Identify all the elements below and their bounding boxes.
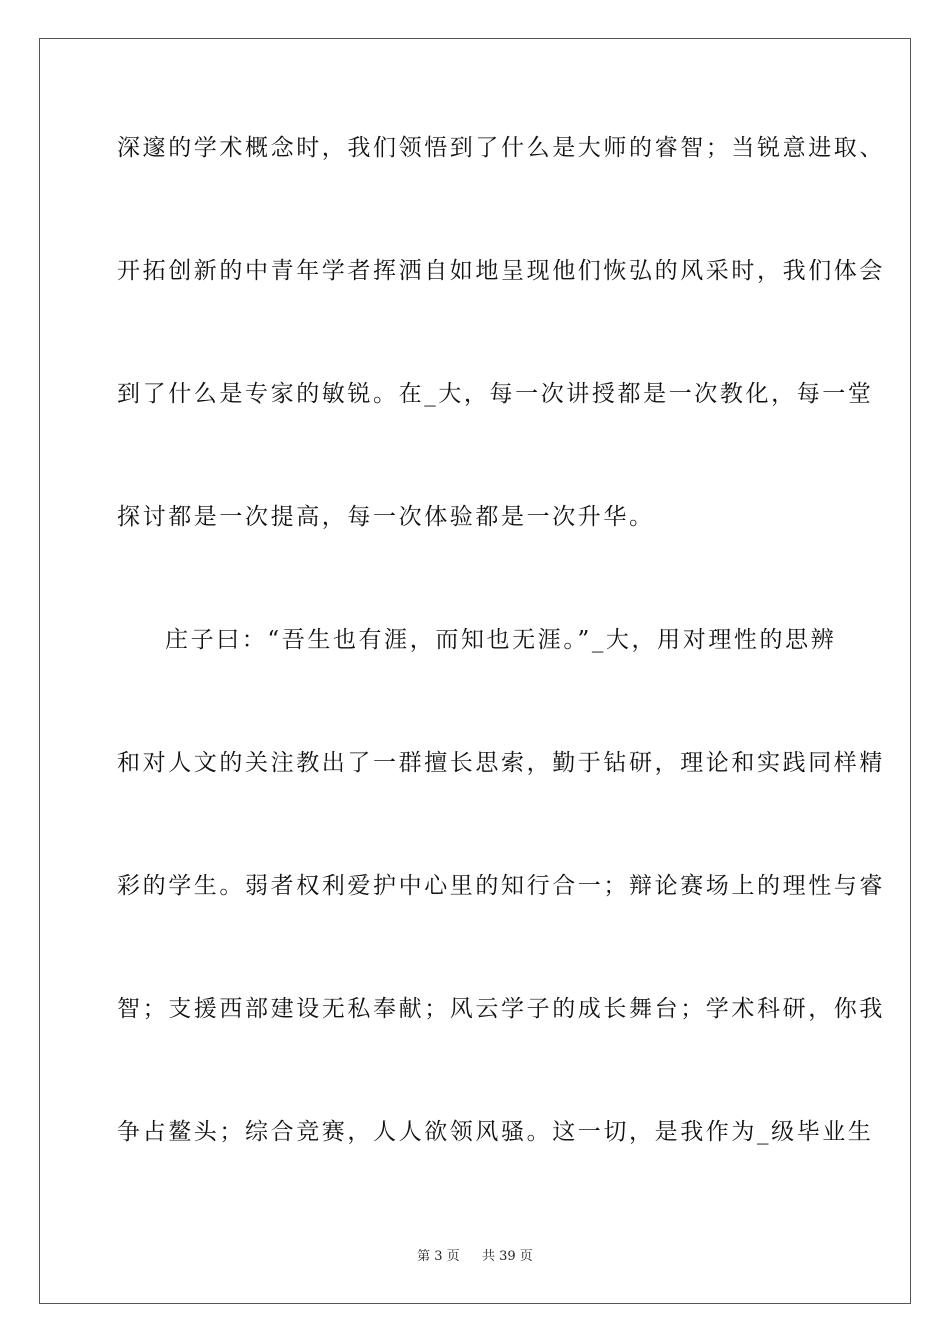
document-body	[117, 118, 885, 1225]
text-line: 探讨都是一次提高，每一次体验都是一次升华。	[117, 504, 655, 530]
page-number: 第 3 页	[417, 1249, 460, 1264]
text-line: 彩的学生。弱者权利爱护中心里的知行合一；辩论赛场上的理性与睿	[117, 873, 885, 899]
paragraph-start-line: 庄子曰：“吾生也有涯，而知也无涯。”_大，用对理性的思辨	[165, 627, 837, 653]
text-line: 开拓创新的中青年学者挥洒自如地呈现他们恢弘的风采时，我们体会	[117, 258, 885, 284]
text-line: 智；支援西部建设无私奉献；风云学子的成长舞台；学术科研，你我	[117, 996, 885, 1022]
text-line: 和对人文的关注教出了一群擅长思索，勤于钻研，理论和实践同样精	[117, 750, 885, 776]
text-line: 争占鳌头；综合竞赛，人人欲领风骚。这一切，是我作为_级毕业生	[117, 1119, 874, 1145]
page-total: 共 39 页	[482, 1249, 533, 1264]
text-line: 深邃的学术概念时，我们领悟到了什么是大师的睿智；当锐意进取、	[117, 135, 885, 161]
page-footer	[0, 1245, 950, 1264]
text-line: 到了什么是专家的敏锐。在_大，每一次讲授都是一次教化，每一堂	[117, 381, 874, 407]
